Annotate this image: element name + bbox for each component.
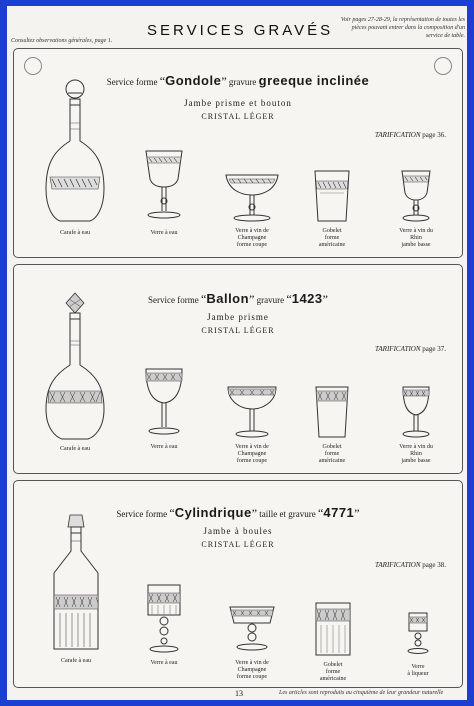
service-panel-cylindrique bbox=[13, 480, 463, 688]
item-carafe bbox=[40, 79, 110, 237]
item-gobelet bbox=[304, 383, 360, 465]
page-title: SERVICES GRAVÉS bbox=[147, 22, 334, 39]
verre-rhin-icon bbox=[386, 383, 446, 441]
service-heading: Service forme “Ballon” gravure “1423” bbox=[148, 291, 328, 306]
service-forme: Gondole bbox=[165, 73, 222, 88]
item-caption: Verre à vin de Champagne forme coupe bbox=[235, 228, 269, 248]
verre-champagne-icon bbox=[220, 381, 284, 441]
item-caption: Gobelet forme américaine bbox=[318, 444, 346, 464]
service-subtitle: Jambe à boules bbox=[203, 526, 273, 536]
item-gobelet bbox=[306, 599, 360, 683]
item-carafe bbox=[44, 513, 108, 665]
item-caption: Gobelet forme américaine bbox=[318, 228, 346, 248]
item-verre-champagne bbox=[220, 169, 284, 249]
service-forme: Cylindrique bbox=[174, 505, 252, 520]
carafe-ballon-icon bbox=[40, 291, 110, 443]
service-panel-ballon bbox=[13, 264, 463, 474]
item-verre-eau bbox=[134, 365, 194, 451]
item-verre-eau bbox=[134, 145, 194, 237]
service-heading: Service forme “Gondole” gravure greeque inclinée bbox=[106, 73, 370, 88]
service-gravure: greeque inclinée bbox=[258, 73, 370, 88]
item-caption: Verre à vin du Rhin jambe basse bbox=[399, 444, 433, 464]
header-note-right: Voir pages 27-28-29, la représentation de toutes les pièces pouvant entrer dans la composition d'un service de table. bbox=[340, 17, 465, 39]
tarification: TARIFICATION page 36. bbox=[375, 131, 446, 139]
service-gravure: 1423 bbox=[291, 291, 323, 306]
verre-champagne-icon bbox=[220, 603, 284, 657]
tarification: TARIFICATION page 38. bbox=[375, 561, 446, 569]
item-verre-rhin bbox=[386, 383, 446, 465]
item-verre-liqueur bbox=[396, 609, 440, 678]
item-caption: Verre à eau bbox=[150, 660, 178, 666]
service-heading: Service forme “Cylindrique” taille et gravure “4771” bbox=[116, 505, 360, 520]
service-subtitle: Jambe prisme et bouton bbox=[184, 98, 292, 108]
verre-eau-icon bbox=[136, 581, 192, 657]
verre-rhin-icon bbox=[386, 167, 446, 225]
item-verre-eau bbox=[136, 581, 192, 667]
verre-liqueur-icon bbox=[396, 609, 440, 661]
tarification: TARIFICATION page 37. bbox=[375, 345, 446, 353]
gobelet-icon bbox=[304, 383, 360, 441]
item-caption: Verre à vin de Champagne forme coupe bbox=[235, 660, 269, 680]
item-caption: Verre à eau bbox=[150, 230, 178, 236]
item-verre-rhin bbox=[386, 167, 446, 249]
item-verre-champagne bbox=[220, 603, 284, 681]
carafe-gondole-icon bbox=[40, 79, 110, 227]
service-gravure: 4771 bbox=[323, 505, 355, 520]
item-caption: Carafe à eau bbox=[61, 658, 91, 664]
service-panel-gondole bbox=[13, 48, 463, 258]
item-caption: Gobelet forme américaine bbox=[319, 662, 347, 682]
service-subtitle: Jambe prisme bbox=[207, 312, 269, 322]
header-note-left: Consultez observations générales, page 1. bbox=[11, 38, 113, 44]
verre-eau-icon bbox=[134, 145, 194, 227]
item-caption: Carafe à eau bbox=[60, 230, 90, 236]
page-footer bbox=[7, 688, 467, 700]
gobelet-icon bbox=[304, 167, 360, 225]
item-caption: Verre à liqueur bbox=[407, 664, 429, 677]
item-carafe bbox=[40, 291, 110, 453]
footer-note: Les articles sont reproduits au cinquième de leur grandeur naturelle bbox=[279, 690, 444, 696]
cristal-label: CRISTAL LÉGER bbox=[201, 540, 275, 549]
carafe-cylindrique-icon bbox=[44, 513, 108, 655]
gobelet-icon bbox=[306, 599, 360, 659]
item-gobelet bbox=[304, 167, 360, 249]
verre-eau-icon bbox=[134, 365, 194, 441]
cristal-label: CRISTAL LÉGER bbox=[201, 326, 275, 335]
service-forme: Ballon bbox=[206, 291, 250, 306]
item-verre-champagne bbox=[220, 381, 284, 465]
item-caption: Verre à eau bbox=[150, 444, 178, 450]
item-caption: Verre à vin de Champagne forme coupe bbox=[235, 444, 269, 464]
item-caption: Verre à vin du Rhin jambe basse bbox=[399, 228, 433, 248]
page-number: 13 bbox=[235, 689, 243, 698]
item-caption: Carafe à eau bbox=[60, 446, 90, 452]
verre-champagne-icon bbox=[220, 169, 284, 225]
catalog-page bbox=[7, 6, 467, 700]
cristal-label: CRISTAL LÉGER bbox=[201, 112, 275, 121]
page-header bbox=[7, 6, 467, 48]
